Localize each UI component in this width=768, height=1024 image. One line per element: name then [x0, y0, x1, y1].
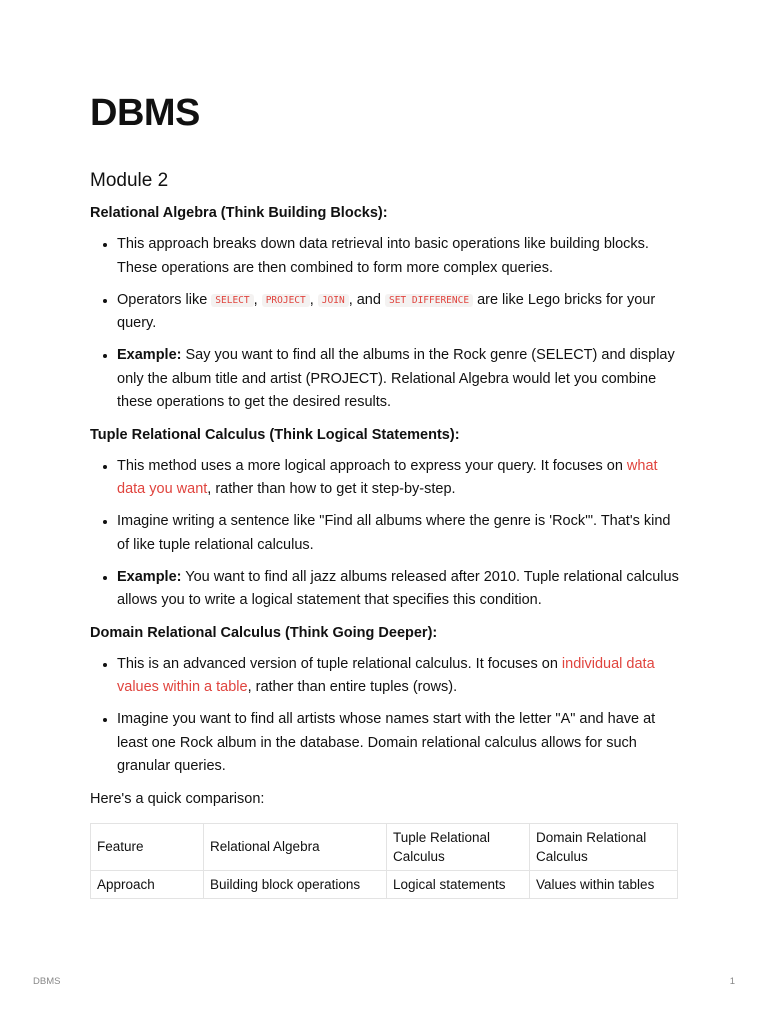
page-number: 1 — [729, 976, 735, 987]
list-item: • Imagine writing a sentence like "Find all albums where the genre is 'Rock'". That's kind of like tuple relational calculus. — [117, 510, 680, 557]
code-select: SELECT — [211, 294, 253, 307]
code-join: JOIN — [318, 294, 349, 307]
table-cell: Feature — [91, 823, 204, 870]
bullet-list-relational-algebra — [90, 233, 680, 415]
table-header-row — [91, 823, 678, 870]
table-cell: Logical statements — [387, 870, 530, 898]
module-heading: Module 2 — [90, 170, 169, 191]
list-item: • This method uses a more logical approach to express your query. It focuses on what data you want, rather than how to get it step-by-step. — [117, 455, 680, 502]
table-cell: Tuple Relational Calculus — [387, 823, 530, 870]
list-item: • Example: You want to find all jazz albums released after 2010. Tuple relational calculus allows you to write a logical statement that specifies this condition. — [117, 566, 680, 613]
comparison-intro: Here's a quick comparison: — [90, 790, 265, 807]
table-cell: Domain Relational Calculus — [530, 823, 678, 870]
highlight-text: what data you want — [117, 457, 658, 497]
list-item: • This is an advanced version of tuple relational calculus. It focuses on individual data values within a table, rather than entire tuples (rows). — [117, 653, 680, 700]
footer-doc-title: DBMS — [33, 976, 61, 987]
section-title-tuple-relational-calculus: Tuple Relational Calculus (Think Logical Statements): — [90, 426, 460, 443]
example-label: Example: — [117, 568, 182, 585]
bullet-list-domain-relational-calculus — [90, 653, 680, 779]
example-label: Example: — [117, 347, 182, 363]
section-title-relational-algebra: Relational Algebra (Think Building Blocks): — [90, 205, 388, 221]
list-item: • Imagine you want to find all artists whose names start with the letter "A" and have at least one Rock album in the database. Domain relational calculus allows for such granular queries. — [117, 708, 680, 779]
table-cell: Approach — [91, 870, 204, 898]
list-item: • This approach breaks down data retrieval into basic operations like building blocks. These operations are then combined to form more complex queries. — [117, 233, 680, 280]
page-title: DBMS — [90, 92, 200, 134]
code-project: PROJECT — [262, 294, 310, 307]
table-cell: Building block operations — [204, 870, 387, 898]
comparison-table — [90, 823, 678, 899]
list-item: • Operators like SELECT , PROJECT , JOIN , and SET DIFFERENCE are like Lego bricks for your query. — [117, 289, 680, 336]
highlight-text: individual data values within a table — [117, 655, 655, 695]
section-title-domain-relational-calculus: Domain Relational Calculus (Think Going Deeper): — [90, 624, 438, 641]
bullet-list-tuple-relational-calculus — [90, 455, 680, 613]
content — [90, 203, 680, 899]
list-item: • Example: Say you want to find all the albums in the Rock genre (SELECT) and display only the album title and artist (PROJECT). Relational Algebra would let you combine these operations to get the desired results. — [117, 344, 680, 415]
table-row — [91, 870, 678, 898]
table-cell: Values within tables — [530, 870, 678, 898]
table-cell: Relational Algebra — [204, 823, 387, 870]
code-set-difference: SET DIFFERENCE — [385, 294, 473, 307]
